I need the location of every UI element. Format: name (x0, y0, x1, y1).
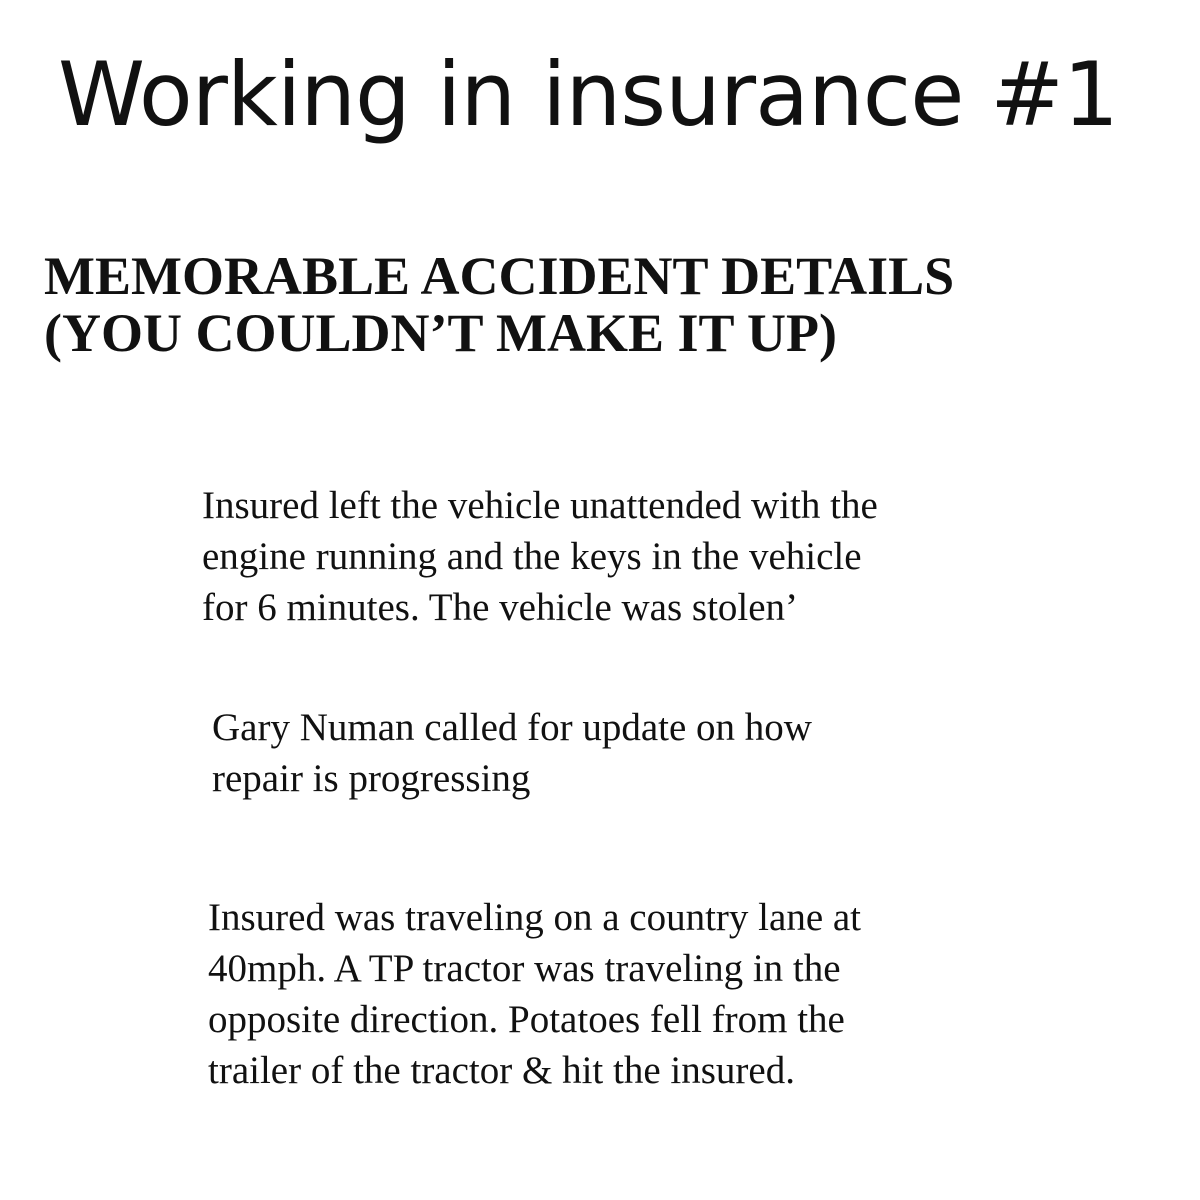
note-line: opposite direction. Potatoes fell from the (208, 998, 845, 1041)
accident-note-potatoes (208, 892, 861, 1096)
note-line: engine running and the keys in the vehicle (202, 535, 862, 578)
accident-note-stolen-vehicle (202, 480, 878, 633)
section-heading (44, 248, 954, 362)
page-title: Working in insurance #1 (58, 43, 1119, 146)
note-line: 40mph. A TP tractor was traveling in the (208, 947, 841, 990)
note-line: Insured left the vehicle unattended with the (202, 484, 878, 527)
note-line: repair is progressing (212, 757, 531, 800)
note-line: Gary Numan called for update on how (212, 706, 812, 749)
section-heading-line-2: (YOU COULDN’T MAKE IT UP) (44, 303, 838, 363)
section-heading-line-1: MEMORABLE ACCIDENT DETAILS (44, 246, 955, 306)
note-line: trailer of the tractor & hit the insured. (208, 1049, 795, 1092)
accident-note-gary-numan (212, 702, 812, 804)
note-line: Insured was traveling on a country lane at (208, 896, 862, 939)
note-line: for 6 minutes. The vehicle was stolen’ (202, 586, 799, 629)
